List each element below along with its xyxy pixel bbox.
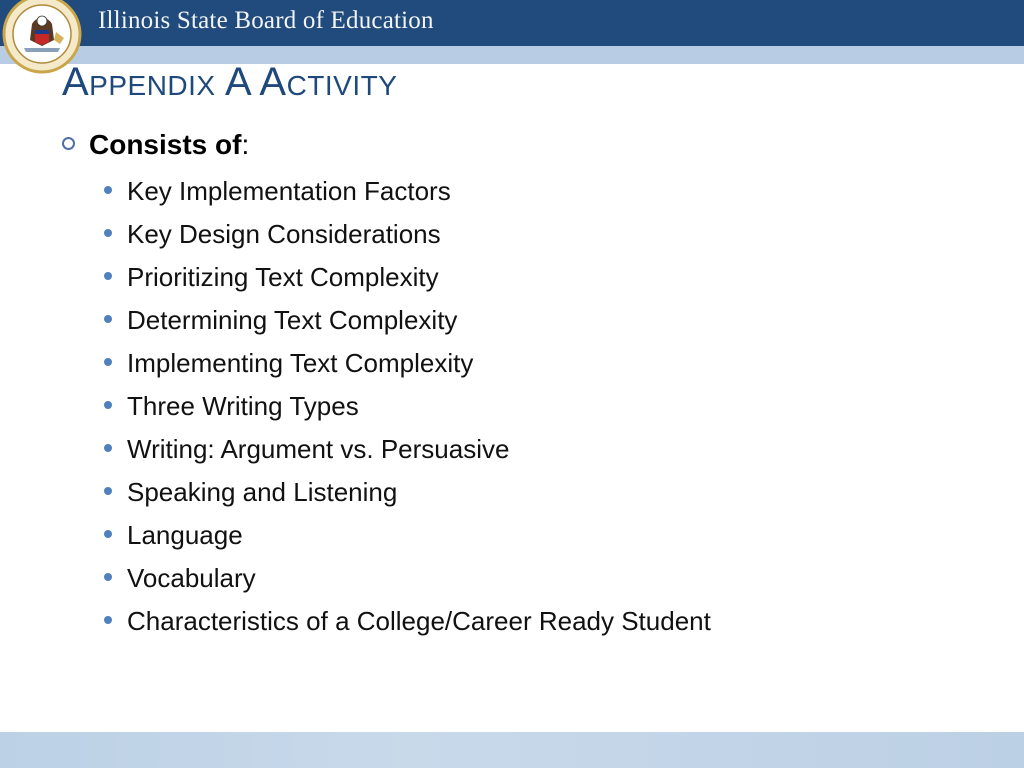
list-item-text: Implementing Text Complexity: [127, 348, 474, 378]
list-item-text: Characteristics of a College/Career Ready Student: [127, 606, 711, 636]
list-item: [104, 345, 711, 388]
main-bullet-bold: Consists of: [89, 129, 242, 160]
list-item: [104, 216, 711, 259]
list-item: [104, 560, 711, 603]
list-item-text: Language: [127, 520, 243, 550]
list-item: [104, 603, 711, 646]
list-item-text: Key Design Considerations: [127, 219, 441, 249]
bullet-dot-icon: [104, 272, 112, 280]
list-item-text: Determining Text Complexity: [127, 305, 458, 335]
footer-bar: [0, 732, 1024, 768]
bullet-dot-icon: [104, 315, 112, 323]
bullet-dot-icon: [104, 530, 112, 538]
slide-title: Appendix A Activity: [62, 60, 398, 104]
list-item: [104, 474, 711, 517]
bullet-dot-icon: [104, 358, 112, 366]
list-item-text: Vocabulary: [127, 563, 256, 593]
list-item-text: Speaking and Listening: [127, 477, 398, 507]
list-item: [104, 388, 711, 431]
bullet-dot-icon: [104, 186, 112, 194]
list-item: [104, 259, 711, 302]
list-item-text: Key Implementation Factors: [127, 176, 451, 206]
organization-name: Illinois State Board of Education: [98, 7, 434, 34]
main-bullet-suffix: :: [241, 129, 250, 160]
bullet-dot-icon: [104, 487, 112, 495]
ring-bullet-icon: [62, 137, 75, 150]
list-item-text: Three Writing Types: [127, 391, 359, 421]
bullet-dot-icon: [104, 444, 112, 452]
list-item: [104, 173, 711, 216]
list-item: [104, 517, 711, 560]
list-item: [104, 431, 711, 474]
list-item-text: Writing: Argument vs. Persuasive: [127, 434, 510, 464]
bullet-dot-icon: [104, 229, 112, 237]
bullet-dot-icon: [104, 573, 112, 581]
bullet-dot-icon: [104, 616, 112, 624]
bullet-dot-icon: [104, 401, 112, 409]
list-item: [104, 302, 711, 345]
sub-bullet-list: [104, 173, 711, 646]
main-bullet: [62, 128, 249, 162]
list-item-text: Prioritizing Text Complexity: [127, 262, 439, 292]
